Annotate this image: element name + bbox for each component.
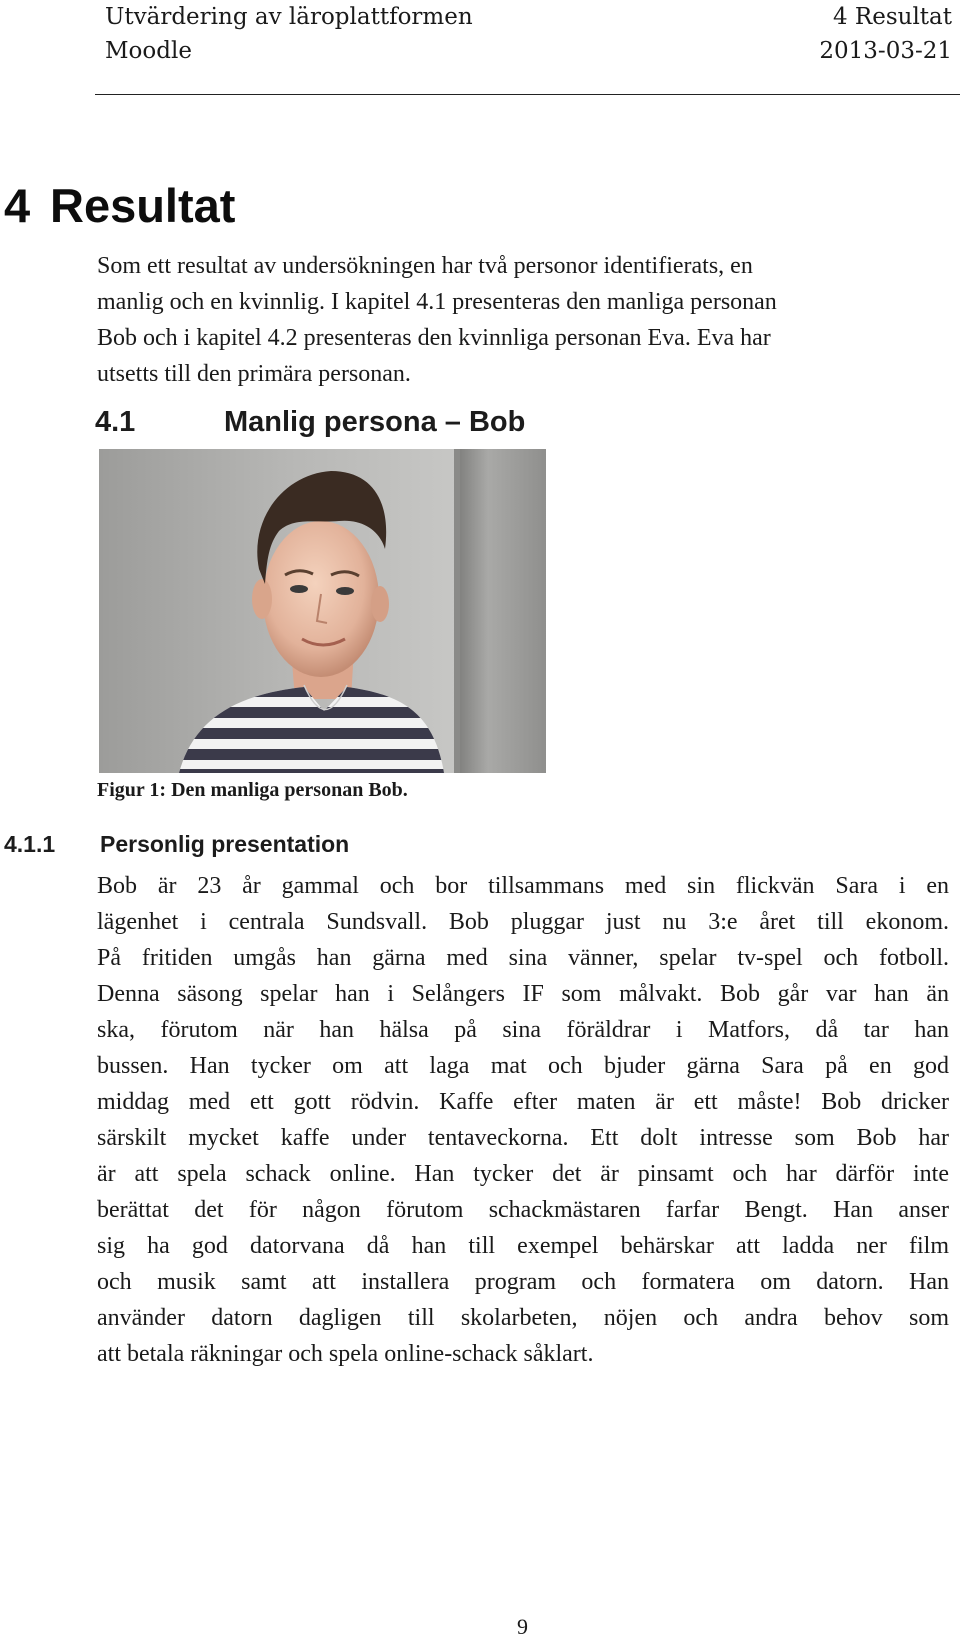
section-heading: [95, 402, 525, 442]
photo-eye-right: [336, 587, 354, 595]
intro-line: utsetts till den primära personan.: [97, 361, 411, 387]
paragraph-line: bussen. Han tycker om att laga mat och bjuder gärna Sara på en god: [97, 1053, 949, 1079]
header-divider: [95, 94, 960, 95]
paragraph-line: middag med ett gott rödvin. Kaffe efter maten är ett måste! Bob dricker: [97, 1089, 949, 1115]
page-number: 9: [517, 1614, 528, 1639]
paragraph-line: och musik samt att installera program och formatera om datorn. Han: [97, 1269, 949, 1295]
photo-ear-right: [371, 586, 389, 622]
photo-wall-right: [457, 449, 546, 773]
paragraph-line: att betala räkningar och spela online-schack såklart.: [97, 1341, 594, 1367]
paragraph-line: Bob är 23 år gammal och bor tillsammans med sin flickvän Sara i en: [97, 873, 949, 899]
paragraph-line: särskilt mycket kaffe under tentaveckorna. Ett dolt intresse som Bob har: [97, 1125, 949, 1151]
chapter-number: 4: [4, 179, 31, 232]
subsection-number: 4.1.1: [4, 831, 56, 857]
chapter-intro-paragraph: [97, 248, 927, 392]
intro-line: Som ett resultat av undersökningen har två personor identifierats, en: [97, 253, 753, 279]
paragraph-line: Denna säsong spelar han i Selångers IF som målvakt. Bob går var han än: [97, 981, 949, 1007]
photo-ear-left: [252, 579, 272, 619]
figure-caption: Figur 1: Den manliga personan Bob.: [97, 779, 408, 801]
chapter-heading: [4, 178, 235, 234]
paragraph-line: berättat det för någon förutom schackmästaren farfar Bengt. Han anser: [97, 1197, 949, 1223]
paragraph-line: ska, förutom när han hälsa på sina föräldrar i Matfors, då tar han: [97, 1017, 949, 1043]
intro-line: Bob och i kapitel 4.2 presenteras den kvinnliga personan Eva. Eva har: [97, 325, 771, 351]
subsection-title: Personlig presentation: [100, 831, 350, 857]
section-title: Manlig persona – Bob: [224, 406, 526, 438]
running-header-left: [105, 0, 473, 68]
running-header-right: [819, 0, 952, 68]
persona-description-paragraph: [97, 868, 949, 1372]
paragraph-line: På fritiden umgås han gärna med sina vänner, spelar tv-spel och fotboll.: [97, 945, 949, 971]
paragraph-line: använder datorn dagligen till skolarbeten, nöjen och andra behov som: [97, 1305, 949, 1331]
header-document-title: Utvärdering av läroplattformen: [105, 4, 473, 30]
header-chapter: 4 Resultat: [832, 4, 952, 30]
paragraph-line: lägenhet i centrala Sundsvall. Bob pluggar just nu 3:e året till ekonom.: [97, 909, 949, 935]
chapter-title: Resultat: [50, 179, 236, 232]
persona-photo: [99, 449, 546, 773]
photo-eye-left: [290, 585, 308, 593]
photo-wall-seam: [454, 449, 460, 773]
paragraph-line: sig ha god datorvana då han till exempel behärskar att ladda ner film: [97, 1233, 949, 1259]
section-number: 4.1: [95, 406, 136, 438]
header-date: 2013-03-21: [819, 38, 952, 64]
paragraph-line: är att spela schack online. Han tycker det är pinsamt och har därför inte: [97, 1161, 949, 1187]
header-document-subtitle: Moodle: [105, 38, 192, 64]
intro-line: manlig och en kvinnlig. I kapitel 4.1 presenteras den manliga personan: [97, 289, 777, 315]
subsection-heading: [4, 828, 349, 860]
